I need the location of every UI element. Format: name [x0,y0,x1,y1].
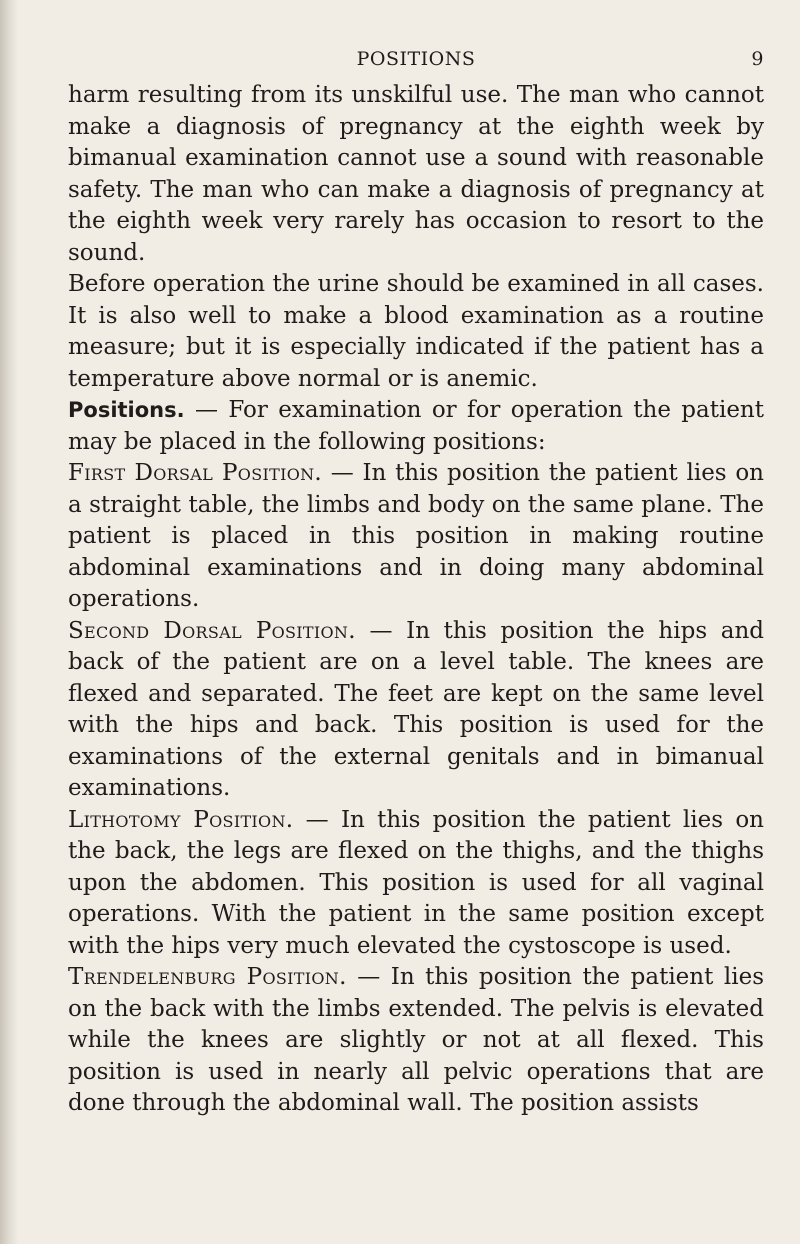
paragraph-trendelenburg [68,962,764,1120]
running-title: POSITIONS [356,48,476,70]
running-head [68,48,764,80]
paragraph-before-operation [68,269,764,395]
position-heading-first-dorsal: First Dorsal Position. [68,460,323,486]
paragraph-text: — In this position the hips and back of the patient are on a level table. The knees are flexed and separated. The feet are kept on the same level with the hips and back. This position is used for the examinations of the external genitals and in bimanual examinations. [68,617,765,801]
position-heading-second-dorsal: Second Dorsal Position. [68,617,356,644]
paragraph-first-dorsal [68,458,764,616]
paragraph-text: Before operation the urine should be examined in all cases. It is also well to make a blood examination as a routine measure; but it is especially indicated if the patient has a temperature above normal or is anemic. [68,271,764,392]
paragraph-lithotomy [68,805,764,963]
paragraph-positions [68,395,764,458]
position-heading-trendelenburg: Trendelenburg Position. [68,964,347,990]
page-gutter-shadow [0,0,18,1244]
position-heading-lithotomy: Lithotomy Position. [68,806,294,833]
paragraph-second-dorsal [68,616,764,805]
paragraph-text: — For examination or for operation the patient may be placed in the following positions: [68,397,764,455]
paragraph-sound-usage [68,80,764,269]
paragraph-text: — In this position the patient lies on the back with the limbs extended. The pelvis is elevated while the knees are slightly or not at all flexed. This position is used in nearly all pelvic operations that are done through the abdominal wall. The position assists [68,964,764,1116]
section-heading-positions: Positions. [68,398,185,422]
paragraph-text: harm resulting from its unskilful use. The man who cannot make a diagnosis of pregnancy at the eighth week by bimanual examination cannot use a sound with reasonable safety. The man who can make a diagnosis of pregnancy at the eighth week very rarely has occasion to resort to the sound. [68,82,764,266]
paragraph-text: — In this position the patient lies on a straight table, the limbs and body on the same plane. The patient is placed in this position in making routine abdominal examinations and in doing many abdominal operations. [68,460,764,612]
paragraph-text: — In this position the patient lies on the back, the legs are flexed on the thighs, and the thighs upon the abdomen. This position is used for all vaginal operations. With the patient in the same position except with the hips very much elevated the cystoscope is used. [68,806,764,959]
page-number: 9 [751,48,764,70]
book-page [68,48,764,1120]
body-text [68,80,764,1120]
